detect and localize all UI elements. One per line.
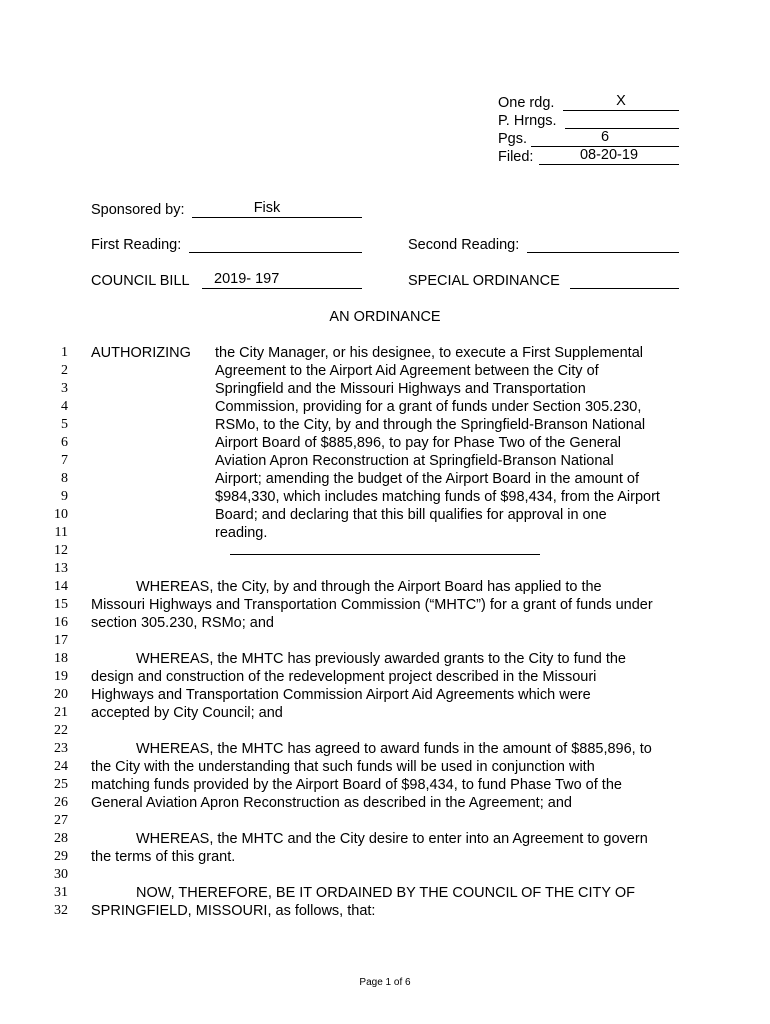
special-ordinance-label: SPECIAL ORDINANCE [408,273,560,289]
line-number: 9 [61,489,68,504]
line-number: 11 [54,525,68,540]
whereas-line: WHEREAS, the MHTC has previously awarded grants to the City to fund the [136,651,626,667]
line-number: 18 [54,651,68,666]
pgs-value: 6 [531,129,679,147]
whereas-line: matching funds provided by the Airport Board of $98,434, to fund Phase Two of the [91,777,622,793]
line-number: 1 [61,345,68,360]
separator-rule [230,554,540,555]
council-bill-value [202,271,362,289]
special-ordinance-line [570,271,679,289]
authorizing-line: reading. [215,525,268,541]
line-number: 29 [54,849,68,864]
second-reading-line [527,235,679,253]
line-number: 22 [54,723,68,738]
line-number: 7 [61,453,68,468]
line-number: 27 [54,813,68,828]
whereas-line: WHEREAS, the City, by and through the Airport Board has applied to the [136,579,602,595]
authorizing-line: $984,330, which includes matching funds of $98,434, from the Airport [215,489,660,505]
whereas-line: accepted by City Council; and [91,705,283,721]
line-number: 32 [54,903,68,918]
authorizing-line: Aviation Apron Reconstruction at Springfield-Branson National [215,453,614,469]
authorizing-line: Springfield and the Missouri Highways and Transportation [215,381,586,397]
line-number: 26 [54,795,68,810]
whereas-line: WHEREAS, the MHTC and the City desire to enter into an Agreement to govern [136,831,648,847]
council-bill-label: COUNCIL BILL [91,273,190,289]
second-reading-label: Second Reading: [408,237,520,253]
ordained-line: SPRINGFIELD, MISSOURI, as follows, that: [91,903,376,919]
line-number: 12 [54,543,68,558]
whereas-line: the City with the understanding that such funds will be used in conjunction with [91,759,595,775]
whereas-line: General Aviation Apron Reconstruction as described in the Agreement; and [91,795,572,811]
line-number: 30 [54,867,68,882]
line-number: 28 [54,831,68,846]
sponsored-value [192,200,362,218]
line-number: 25 [54,777,68,792]
authorizing-line: Agreement to the Airport Aid Agreement between the City of [215,363,599,379]
p-hrngs-value [565,111,679,129]
line-number: 23 [54,741,68,756]
line-number: 6 [61,435,68,450]
line-number: 31 [54,885,68,900]
whereas-line: WHEREAS, the MHTC has agreed to award funds in the amount of $885,896, to [136,741,652,757]
ordained-line: NOW, THEREFORE, BE IT ORDAINED BY THE COUNCIL OF THE CITY OF [136,885,635,901]
p-hrngs-label: P. Hrngs. [498,113,557,129]
line-number: 17 [54,633,68,648]
line-number: 16 [54,615,68,630]
authorizing-line: Commission, providing for a grant of funds under Section 305.230, [215,399,642,415]
page-footer: Page 1 of 6 [359,977,411,988]
whereas-line: Missouri Highways and Transportation Commission (“MHTC”) for a grant of funds under [91,597,653,613]
line-number: 4 [61,399,68,414]
authorizing-line: Board; and declaring that this bill qualifies for approval in one [215,507,607,523]
authorizing-line: the City Manager, or his designee, to execute a First Supplemental [215,345,643,361]
authorizing-line: Airport Board of $885,896, to pay for Phase Two of the General [215,435,621,451]
first-reading-line [189,235,362,253]
line-number: 3 [61,381,68,396]
line-number: 24 [54,759,68,774]
line-number: 2 [61,363,68,378]
sponsored-label: Sponsored by: [91,202,185,218]
whereas-line: Highways and Transportation Commission Airport Aid Agreements which were [91,687,591,703]
sponsored-name: Fisk [253,200,281,216]
page-title: AN ORDINANCE [329,309,441,325]
authorizing-label: AUTHORIZING [91,345,191,361]
pgs-label: Pgs. [498,131,528,147]
filed-label: Filed: [498,149,534,165]
line-number: 8 [61,471,68,486]
authorizing-line: RSMo, to the City, by and through the Springfield-Branson National [215,417,646,433]
line-number: 21 [54,705,68,720]
line-number: 13 [54,561,68,576]
line-number: 20 [54,687,68,702]
one-rdg-label: One rdg. [498,95,555,111]
authorizing-line: Airport; amending the budget of the Airport Board in the amount of [215,471,639,487]
line-number: 5 [61,417,68,432]
line-number: 15 [54,597,68,612]
line-number: 19 [54,669,68,684]
whereas-line: section 305.230, RSMo; and [91,615,274,631]
line-number: 14 [54,579,68,594]
council-bill-number: 2019- 197 [214,271,280,287]
one-rdg-value: X [563,93,679,111]
first-reading-label: First Reading: [91,237,182,253]
whereas-line: design and construction of the redevelopment project described in the Missouri [91,669,597,685]
line-number: 10 [54,507,68,522]
whereas-line: the terms of this grant. [91,849,236,865]
filed-value: 08-20-19 [539,147,679,165]
